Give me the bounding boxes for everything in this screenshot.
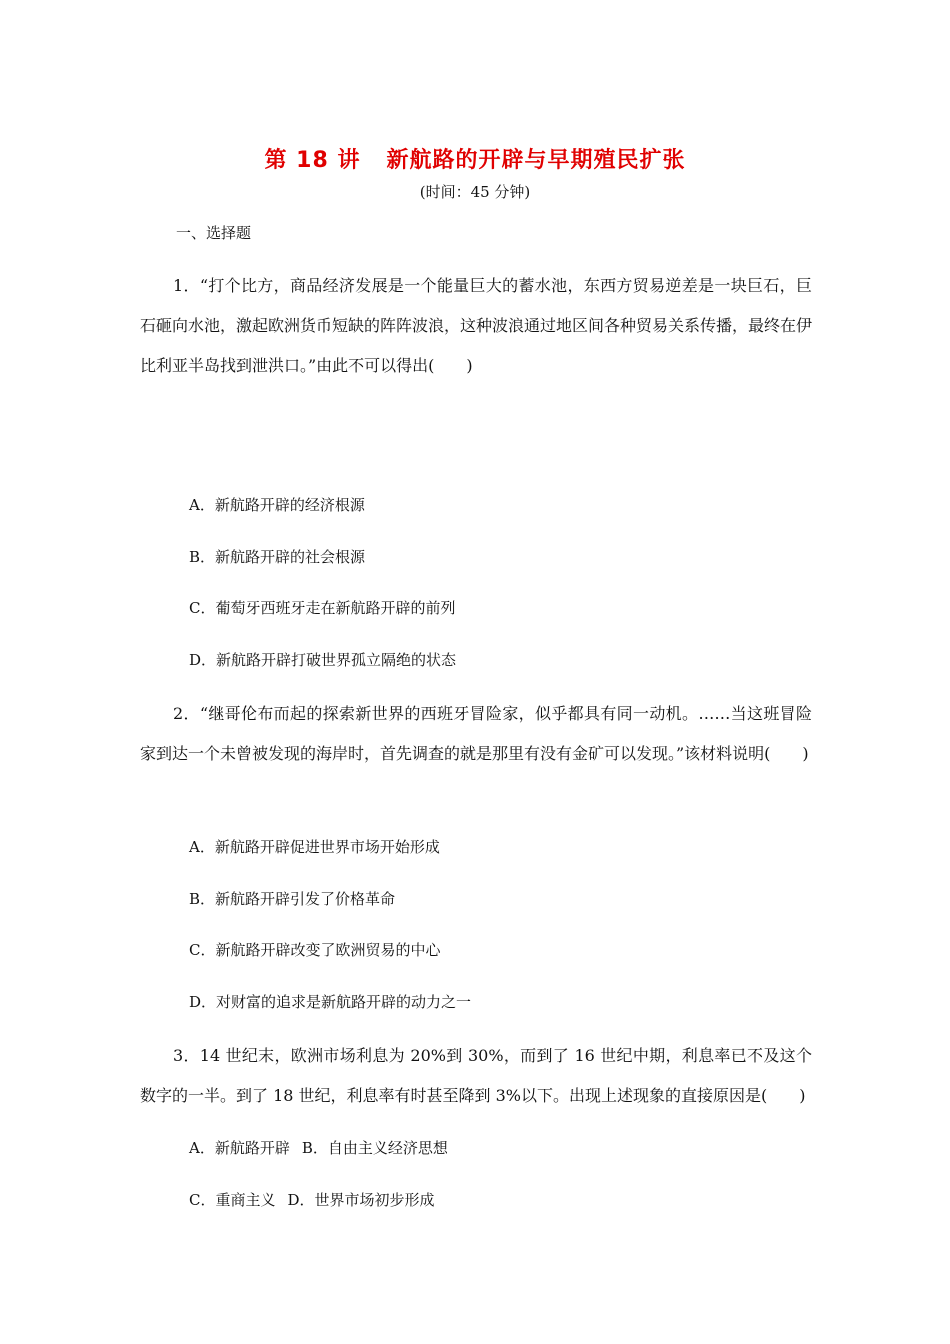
question-3-options-row-1 — [189, 1137, 448, 1159]
question-2-option-a: A．新航路开辟促进世界市场开始形成 — [189, 838, 440, 856]
question-3-option-b: B．自由主义经济思想 — [301, 1139, 448, 1157]
question-1-option-a: A．新航路开辟的经济根源 — [189, 496, 365, 514]
question-2-option-b: B．新航路开辟引发了价格革命 — [189, 890, 396, 908]
page-title — [0, 143, 950, 174]
time-limit: (时间：45 分钟) — [419, 183, 531, 201]
question-1-option-c: C．葡萄牙西班牙走在新航路开辟的前列 — [189, 599, 456, 617]
lesson-title: 新航路的开辟与早期殖民扩张 — [386, 148, 686, 173]
section-heading: 一、选择题 — [176, 224, 252, 242]
question-1-option-b: B．新航路开辟的社会根源 — [189, 548, 366, 566]
question-2-stem: 2．“继哥伦布而起的探索新世界的西班牙冒险家，似乎都具有同一动机。……当这班冒险家到达一个未曾被发现的海岸时，首先调查的就是那里有没有金矿可以发现。”该材料说明( ) — [140, 704, 812, 763]
question-3-option-c: C．重商主义 — [189, 1191, 276, 1209]
question-1-stem: 1．“打个比方，商品经济发展是一个能量巨大的蓄水池，东西方贸易逆差是一块巨石，巨石砸向水池，激起欧洲货币短缺的阵阵波浪，这种波浪通过地区间各种贸易关系传播，最终在伊比利亚半岛找到泄洪口。”由此不可以得出( ) — [140, 276, 813, 375]
lesson-number: 第 18 讲 — [264, 148, 361, 173]
question-2-option-d: D．对财富的追求是新航路开辟的动力之一 — [189, 993, 472, 1011]
question-3-option-d: D．世界市场初步形成 — [287, 1191, 435, 1209]
question-2-option-c: C．新航路开辟改变了欧洲贸易的中心 — [189, 941, 441, 959]
question-3-option-a: A．新航路开辟 — [189, 1139, 290, 1157]
question-3-stem: 3．14 世纪末，欧洲市场利息为 20%到 30%，而到了 16 世纪中期，利息率已不及这个数字的一半。到了 18 世纪，利息率有时甚至降到 3%以下。出现上述现象的直接原因是( ) — [140, 1046, 812, 1105]
question-1-option-d: D．新航路开辟打破世界孤立隔绝的状态 — [189, 651, 457, 669]
question-3-options-row-2 — [189, 1189, 435, 1211]
